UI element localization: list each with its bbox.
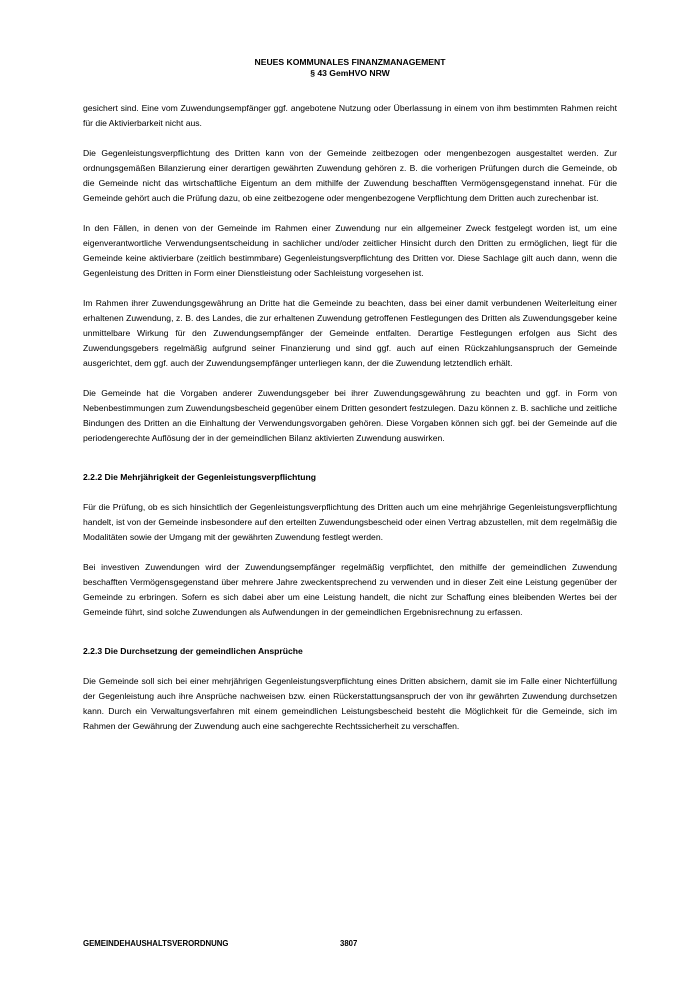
section-heading: 2.2.2 Die Mehrjährigkeit der Gegenleistungsverpflichtung xyxy=(83,472,317,482)
header-title: NEUES KOMMUNALES FINANZMANAGEMENT xyxy=(254,57,446,67)
paragraph: In den Fällen, in denen von der Gemeinde im Rahmen einer Zuwendung nur ein allgemeiner Zweck festgelegt worden ist, um eine eigenverantwortliche Verwendungsentscheidung in sachlicher und/oder zeitlicher Hinsicht durch den Dritten zu ermöglichen, liegt für die Gemeinde keine aktivierbare (zeitlich bestimmbare) Gegenleistungsverpflichtung des Dritten vor. Diese Sachlage gilt auch dann, wenn die Gegenleistung des Dritten in Form einer Dienstleistung oder Sachleistung vorgesehen ist. xyxy=(83,223,617,278)
paragraph: Bei investiven Zuwendungen wird der Zuwendungsempfänger regelmäßig verpflichtet, den mithilfe der gemeindlichen Zuwendung beschafften Vermögensgegenstand über mehrere Jahre zweckentsprechend zu verwenden und in dieser Zeit eine Leistung gegenüber der Gemeinde zu erbringen. Sofern es sich dabei aber um eine Leistung handelt, die nicht zur Schaffung eines bleibenden Wertes bei der Gemeinde führt, sind solche Zuwendungen als Aufwendungen in der gemeindlichen Ergebnisrechnung zu erfassen. xyxy=(83,562,617,617)
paragraph: Die Gemeinde hat die Vorgaben anderer Zuwendungsgeber bei ihrer Zuwendungsgewährung zu beachten und ggf. in Form von Nebenbestimmungen zum Zuwendungsbescheid gegenüber einem Dritten gesondert festzulegen. Dazu können z. B. sachliche und zeitliche Bindungen des Dritten an die Einhaltung der Verwendungsvorgaben gehören. Diese Vorgaben können sich ggf. bei der Gemeinde auf die periodengerechte Auflösung der in der gemeindlichen Bilanz aktivierten Zuwendung auswirken. xyxy=(83,388,617,443)
paragraph: Im Rahmen ihrer Zuwendungsgewährung an Dritte hat die Gemeinde zu beachten, dass bei einer damit verbundenen Weiterleitung einer erhaltenen Zuwendung, z. B. des Landes, die zur erhaltenen Zuwendung getroffenen Festlegungen des Dritten als Zuwendungsgeber keine unmittelbare Wirkung für den Zuwendungsempfänger der Gemeinde entfalten. Derartige Festlegungen erfolgen aus Sicht des Zuwendungsgebers regelmäßig aufgrund seiner Finanzierung und sind ggf. auch auf einen Rückzahlungsanspruch der Gemeinde ausgerichtet, dem ggf. auch der Zuwendungsempfänger unterliegen kann, der die Zuwendung letztendlich erhält. xyxy=(83,298,617,368)
page-number: 3807 xyxy=(340,939,358,948)
paragraph: gesichert sind. Eine vom Zuwendungsempfänger ggf. angebotene Nutzung oder Überlassung in einem von ihm bestimmten Rahmen reicht für die Aktivierbarkeit nicht aus. xyxy=(83,103,617,128)
document-body xyxy=(83,101,617,749)
section-spacer xyxy=(83,461,617,470)
paragraph: Die Gegenleistungsverpflichtung des Dritten kann von der Gemeinde zeitbezogen oder mengenbezogen ausgestaltet werden. Zur ordnungsgemäßen Bilanzierung einer derartigen gewährten Zuwendung gehören z. B. die vorherigen Prüfungen durch die Gemeinde, ob die Gemeinde nicht das wirtschaftliche Eigentum an dem mithilfe der Zuwendung beschafften Vermögensgegenstand innehat. Für die Gemeinde gehört auch die Prüfung dazu, ob eine zeitbezogene oder mengenbezogene Verpflichtung dem Dritten auch zurechenbar ist. xyxy=(83,148,617,203)
paragraph: Für die Prüfung, ob es sich hinsichtlich der Gegenleistungsverpflichtung des Dritten auch um eine mehrjährige Gegenleistungsverpflichtung handelt, ist von der Gemeinde insbesondere auf den erteilten Zuwendungsbescheid oder einen Vertrag abzustellen, mit dem regelmäßig die Modalitäten sowie der Umgang mit der gewährten Zuwendung festlegt werden. xyxy=(83,502,617,542)
header-subtitle: § 43 GemHVO NRW xyxy=(310,68,390,78)
footer-title: GEMEINDEHAUSHALTSVERORDNUNG xyxy=(83,939,229,948)
page-header xyxy=(0,57,700,79)
paragraph: Die Gemeinde soll sich bei einer mehrjährigen Gegenleistungsverpflichtung eines Dritten absichern, damit sie im Falle einer Nichterfüllung der Gegenleistung auch ihre Ansprüche nachweisen bzw. einen Rückerstattungsanspruch der von ihr gewährten Zuwendung durchsetzen kann. Durch ein Verwaltungsverfahren mit einem gemeindlichen Leistungsbescheid besteht die Möglichkeit für die Gemeinde, sich im Rahmen der Gewährung der Zuwendung auch eine sachgerechte Rechtssicherheit zu verschaffen. xyxy=(83,676,617,731)
section-heading: 2.2.3 Die Durchsetzung der gemeindlichen Ansprüche xyxy=(83,646,303,656)
section-spacer xyxy=(83,635,617,644)
